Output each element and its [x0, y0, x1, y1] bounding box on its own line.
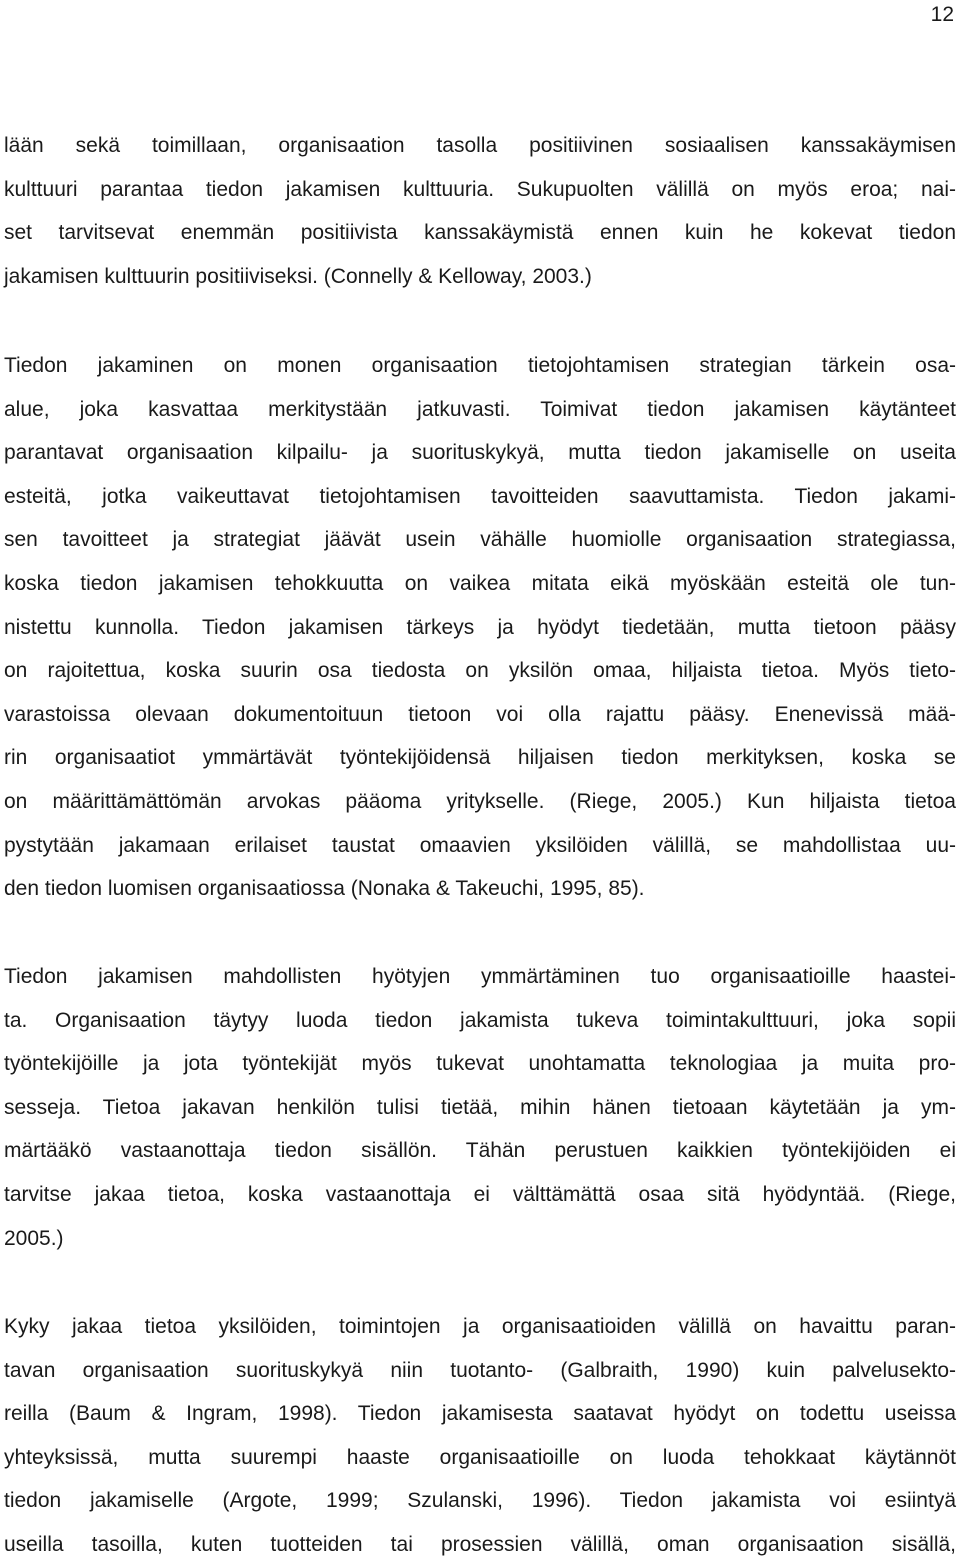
- text-line: lään sekä toimillaan, organisaation tasolla positiivinen sosiaalisen kanssakäymisen: [4, 134, 956, 157]
- text-line: on määrittämättömän arvokas pääoma yritykselle. (Riege, 2005.) Kun hiljaista tietoa: [4, 789, 956, 813]
- text-line: kulttuuri parantaa tiedon jakamisen kulttuuria. Sukupuolten välillä on myös eroa; nai-: [4, 177, 956, 201]
- text-line: sesseja. Tietoa jakavan henkilön tulisi tietää, mihin hänen tietoaan käytetään ja ym-: [4, 1095, 956, 1119]
- text-line: yhteyksissä, mutta suurempi haaste organisaatioille on luoda tehokkaat käytännöt: [4, 1445, 956, 1469]
- text-line: parantavat organisaation kilpailu- ja suorituskykyä, mutta tiedon jakamiselle on useita: [4, 441, 956, 465]
- text-line: pystytään jakamaan erilaiset taustat omaavien yksilöiden välillä, se mahdollistaa uu-: [4, 833, 956, 857]
- text-line: on rajoitettua, koska suurin osa tiedosta on yksilön omaa, hiljaista tietoa. Myös tieto-: [4, 659, 956, 683]
- paragraph: [4, 1305, 956, 1567]
- text-line: rin organisaatiot ymmärtävät työntekijöidensä hiljaisen tiedon merkityksen, koska se: [4, 746, 956, 770]
- text-line: nistettu kunnolla. Tiedon jakamisen tärkeys ja hyödyt tiedetään, mutta tietoon pääsy: [4, 615, 956, 639]
- text-line: set tarvitsevat enemmän positiivista kanssakäymistä ennen kuin he kokevat tiedon: [4, 221, 956, 245]
- text-line: Tiedon jakaminen on monen organisaation tietojohtamisen strategian tärkein osa-: [4, 354, 956, 377]
- page-number: 12: [930, 3, 954, 26]
- text-line: Kyky jakaa tietoa yksilöiden, toimintojen ja organisaatioiden välillä on havaittu paran-: [4, 1315, 956, 1338]
- text-line: sen tavoitteet ja strategiat jäävät usein vähälle huomiolle organisaation strategiassa,: [4, 528, 956, 552]
- paragraph: [4, 955, 956, 1260]
- paragraph: [4, 124, 956, 298]
- text-line: tarvitse jakaa tietoa, koska vastaanottaja ei välttämättä osaa sitä hyödyntää. (Riege,: [4, 1182, 956, 1206]
- text-line: jakamisen kulttuurin positiiviseksi. (Connelly & Kelloway, 2003.): [4, 264, 592, 288]
- text-line: esteitä, jotka vaikeuttavat tietojohtamisen tavoitteiden saavuttamista. Tiedon jakami-: [4, 484, 956, 508]
- text-line: 2005.): [4, 1226, 64, 1250]
- text-line: den tiedon luomisen organisaatiossa (Nonaka & Takeuchi, 1995, 85).: [4, 877, 645, 901]
- text-line: tiedon jakamiselle (Argote, 1999; Szulanski, 1996). Tiedon jakamista voi esiintyä: [4, 1489, 956, 1513]
- paragraph: [4, 344, 956, 911]
- text-line: ta. Organisaation täytyy luoda tiedon jakamista tukeva toimintakulttuuri, joka sopii: [4, 1008, 956, 1032]
- text-line: tavan organisaation suorituskykyä niin tuotanto- (Galbraith, 1990) kuin palvelusekto-: [4, 1358, 956, 1382]
- text-line: koska tiedon jakamisen tehokkuutta on vaikea mitata eikä myöskään esteitä ole tun-: [4, 571, 956, 595]
- text-line: työntekijöille ja jota työntekijät myös tukevat unohtamatta teknologiaa ja muita pro-: [4, 1052, 956, 1076]
- text-line: varastoissa olevaan dokumentoituun tietoon voi olla rajattu pääsy. Enenevissä mää-: [4, 702, 956, 726]
- text-line: reilla (Baum & Ingram, 1998). Tiedon jakamisesta saatavat hyödyt on todettu useissa: [4, 1402, 956, 1426]
- text-line: märtääkö vastaanottaja tiedon sisällön. Tähän perustuen kaikkien työntekijöiden ei: [4, 1139, 956, 1163]
- text-line: useilla tasoilla, kuten tuotteiden tai prosessien välillä, oman organisaation sisällä,: [4, 1532, 956, 1556]
- text-line: alue, joka kasvattaa merkitystään jatkuvasti. Toimivat tiedon jakamisen käytänteet: [4, 397, 956, 421]
- text-line: Tiedon jakamisen mahdollisten hyötyjen ymmärtäminen tuo organisaatioille haastei-: [4, 965, 956, 988]
